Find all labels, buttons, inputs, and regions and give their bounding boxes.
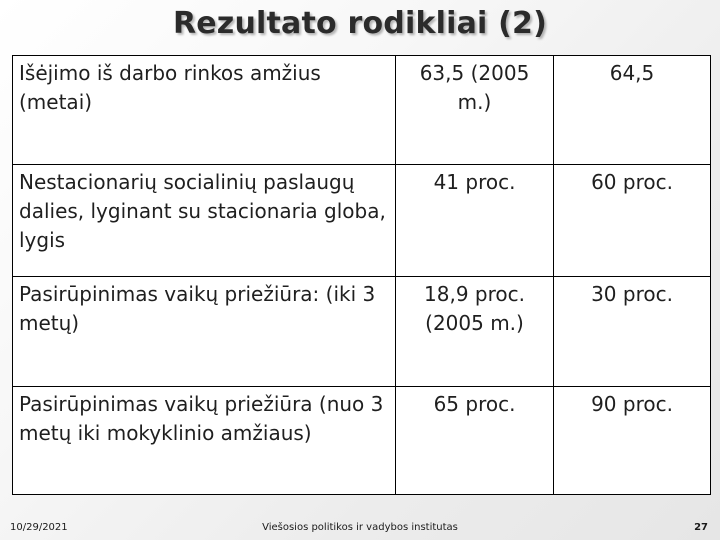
footer-date: 10/29/2021	[10, 522, 68, 533]
indicator-cell: Išėjimo iš darbo rinkos amžius (metai)	[13, 56, 396, 165]
table-row	[13, 165, 711, 277]
indicator-cell: Nestacionarių socialinių paslaugų dalies, lyginant su stacionaria globa, lygis	[13, 165, 396, 277]
target-value-cell: 30 proc.	[554, 277, 711, 387]
target-value-cell: 90 proc.	[591, 392, 673, 416]
indicators-table	[12, 55, 711, 495]
target-value-cell: 60 proc.	[554, 165, 711, 277]
target-value-cell: 64,5	[554, 56, 711, 165]
page-number: 27	[694, 522, 708, 533]
indicator-cell: Pasirūpinimas vaikų priežiūra (nuo 3 metų iki mokyklinio amžiaus)	[13, 387, 396, 495]
current-value-cell: 65 proc.	[396, 387, 554, 495]
table-row	[13, 387, 711, 495]
footer-organization: Viešosios politikos ir vadybos institutas	[262, 522, 458, 533]
slide-title: Rezultato rodikliai (2)	[172, 6, 548, 41]
table-row	[13, 277, 711, 387]
table-row	[13, 56, 711, 165]
indicator-cell: Pasirūpinimas vaikų priežiūra: (iki 3 metų)	[13, 277, 396, 387]
current-value-cell: 18,9 proc. (2005 m.)	[396, 277, 554, 387]
current-value-cell: 41 proc.	[396, 165, 554, 277]
current-value-cell: 63,5 (2005 m.)	[396, 56, 554, 165]
